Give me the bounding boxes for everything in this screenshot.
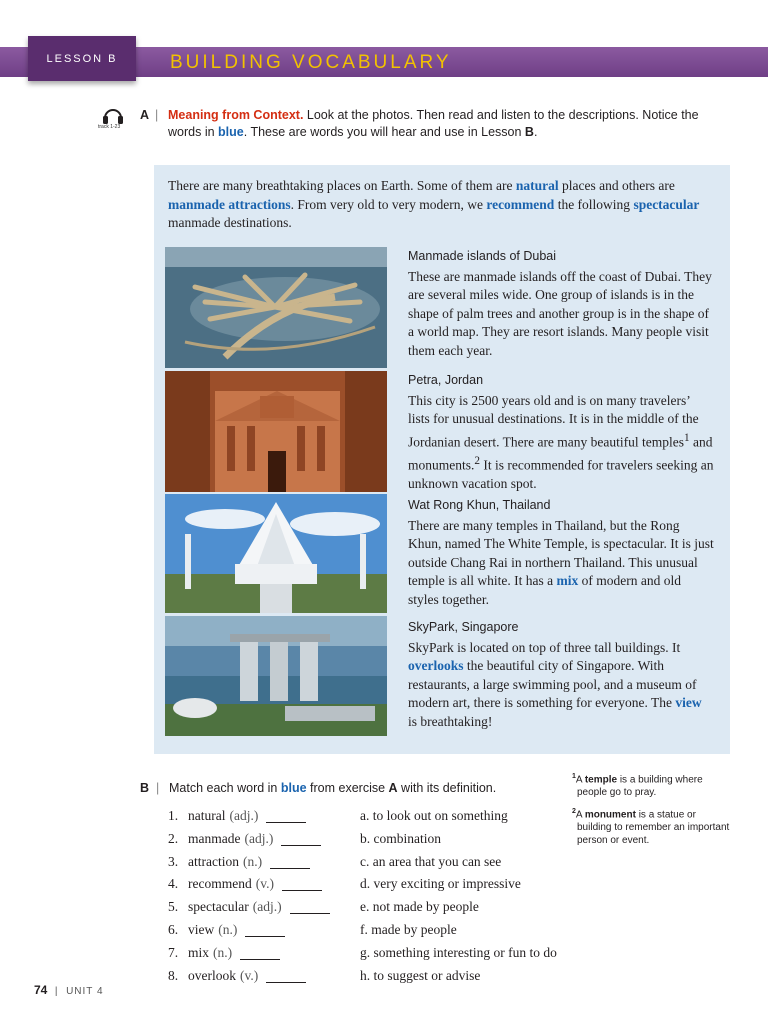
part-of-speech: (v.) <box>255 876 274 892</box>
reading-box <box>154 165 730 754</box>
definition-item: a. to look out on something <box>360 808 508 823</box>
text: Match each word in <box>169 781 281 795</box>
word-item <box>168 876 330 899</box>
destination-title: Wat Rong Khun, Thailand <box>408 498 551 512</box>
keyword: spectacular <box>633 196 700 212</box>
text: SkyPark is located on top of three tall buildings. It <box>408 640 681 655</box>
ref-letter: A <box>388 781 398 795</box>
lesson-tab: LESSON B <box>28 36 136 81</box>
part-of-speech: (adj.) <box>252 899 282 915</box>
part-of-speech: (adj.) <box>229 808 259 823</box>
intro-text: There are many breathtaking places on Earth. Some of them are <box>168 178 516 193</box>
destination-skypark <box>408 620 714 731</box>
word-number: 3. <box>168 853 179 869</box>
answer-blank[interactable] <box>282 890 322 891</box>
destination-text <box>408 639 714 731</box>
definition-item: d. very exciting or impressive <box>360 876 521 892</box>
track-label: track 1-23 <box>98 124 121 130</box>
word-number: 1. <box>168 808 179 823</box>
exercise-b-instructions <box>169 781 496 795</box>
page-number: 74 <box>34 983 48 997</box>
separator: | <box>155 108 159 122</box>
word: overlook <box>188 967 236 983</box>
text: A <box>575 774 585 786</box>
answer-blank[interactable] <box>240 959 280 960</box>
word-item <box>168 968 330 991</box>
word-item <box>168 922 330 945</box>
keyword: view <box>675 695 702 711</box>
definition-item: g. something interesting or fun to do <box>360 944 557 960</box>
answer-blank[interactable] <box>270 868 310 869</box>
word-item <box>168 899 330 922</box>
text: is a statue or building to remember an important person or event. <box>577 809 730 846</box>
destination-dubai <box>408 249 714 360</box>
destination-petra <box>408 373 714 493</box>
intro-text: places and others are <box>558 178 675 193</box>
keyword: manmade attractions <box>168 196 291 212</box>
text: the beautiful city of Singapore. With restaurants, a large swimming pool, and a museum of modern art, there is something for everyone. The <box>408 658 697 711</box>
footnotes <box>572 771 732 854</box>
footnote-ref: 1 <box>684 431 690 444</box>
text: of modern and old styles together. <box>408 573 681 607</box>
footnote-ref: 2 <box>474 454 480 467</box>
text: is breathtaking! <box>408 713 493 729</box>
destination-text <box>408 392 714 493</box>
exercise-a-heading: Meaning from Context. <box>168 108 304 122</box>
word-number: 2. <box>168 830 179 846</box>
text: There are many temples in Thailand, but the Rong Khun, named The White Temple, is spectacular. It is just outside Chang Rai in northern Thailand. This unusual temple is all white. It has a <box>408 518 714 589</box>
separator: | <box>156 781 160 795</box>
intro-text: the following <box>554 196 634 212</box>
section-title: BUILDING VOCABULARY <box>170 52 452 73</box>
word-item <box>168 854 330 877</box>
intro-text: . From very old to very modern, we <box>290 196 487 212</box>
answer-blank[interactable] <box>290 913 330 914</box>
word-item <box>168 831 330 854</box>
footnote <box>572 771 732 799</box>
photo-white-temple <box>165 494 387 613</box>
word: mix <box>188 944 210 960</box>
text: with its definition. <box>397 781 497 795</box>
instructions-text: . These are words you will hear and use in Lesson <box>243 125 525 139</box>
word-list <box>168 808 330 990</box>
exercise-letter: B <box>140 781 150 795</box>
text: and monuments. <box>408 434 713 473</box>
footnote-term: temple <box>584 774 618 786</box>
instructions-text: Look at the photos. Then read and listen to the descriptions. Notice the words in <box>168 108 699 139</box>
part-of-speech: (n.) <box>242 853 263 869</box>
word-number: 5. <box>168 899 179 915</box>
destination-text: These are manmade islands off the coast of Dubai. They are several miles wide. One group of islands is in the shape of palm trees and another group is in the shape of a world map. They are resort islands. Many people visit them each year. <box>408 269 712 358</box>
lesson-letter: B <box>524 125 534 139</box>
text: A <box>575 809 585 821</box>
word-number: 8. <box>168 967 179 983</box>
word: spectacular <box>188 899 249 915</box>
photo-dubai-islands <box>165 247 387 368</box>
definition-list <box>360 808 557 990</box>
definition-item: e. not made by people <box>360 899 479 915</box>
part-of-speech: (v.) <box>240 967 259 983</box>
photo-petra <box>165 371 387 492</box>
definition-item: f. made by people <box>360 921 457 937</box>
word: natural <box>188 808 226 823</box>
exercise-a-instructions <box>168 107 720 141</box>
answer-blank[interactable] <box>266 822 306 823</box>
definition-item: h. to suggest or advise <box>360 967 481 983</box>
word: attraction <box>188 853 239 869</box>
destination-title: Petra, Jordan <box>408 373 484 387</box>
word-item <box>168 808 330 831</box>
definition-item: b. combination <box>360 830 441 846</box>
word-number: 7. <box>168 944 179 960</box>
destination-text <box>408 517 714 609</box>
text: is a building where people go to pray. <box>577 774 703 798</box>
blue-word: blue <box>218 125 244 139</box>
footnote-number: 2 <box>572 808 576 816</box>
photo-skypark <box>165 616 387 736</box>
footnote-number: 1 <box>572 773 576 780</box>
footnote-term: monument <box>584 809 636 821</box>
intro-text: manmade destinations. <box>168 215 292 230</box>
instructions-text: . <box>533 125 538 139</box>
exercise-a <box>140 107 720 141</box>
word-number: 6. <box>168 921 179 937</box>
destination-white-temple <box>408 498 714 609</box>
word: manmade <box>188 830 241 846</box>
keyword: recommend <box>486 196 555 212</box>
part-of-speech: (n.) <box>213 944 233 960</box>
intro-paragraph <box>168 177 714 233</box>
headphones-icon[interactable] <box>102 106 124 124</box>
word-number: 4. <box>168 876 179 892</box>
word: recommend <box>188 876 252 892</box>
part-of-speech: (adj.) <box>244 830 274 846</box>
part-of-speech: (n.) <box>218 921 238 937</box>
keyword: overlooks <box>408 658 464 674</box>
unit-label: UNIT 4 <box>66 986 104 997</box>
word: view <box>188 921 215 937</box>
exercise-letter: A <box>140 108 150 122</box>
answer-blank[interactable] <box>245 936 285 937</box>
destination-title: SkyPark, Singapore <box>408 620 519 634</box>
text: It is recommended for travelers seeking an unknown vacation spot. <box>408 457 714 491</box>
footnote <box>572 806 732 847</box>
keyword: mix <box>556 573 579 589</box>
destination-title: Manmade islands of Dubai <box>408 249 556 263</box>
blue-word: blue <box>280 781 307 795</box>
text: from exercise <box>306 781 389 795</box>
definition-item: c. an area that you can see <box>360 853 502 869</box>
keyword: natural <box>515 178 559 193</box>
page-footer: 74 | UNIT 4 <box>34 983 104 997</box>
answer-blank[interactable] <box>266 982 306 983</box>
answer-blank[interactable] <box>281 845 321 846</box>
word-item <box>168 945 330 968</box>
text: This city is 2500 years old and is on many travelers’ lists for unusual destinations. It is in the middle of the Jordanian desert. There are many beautiful temples <box>408 393 699 450</box>
